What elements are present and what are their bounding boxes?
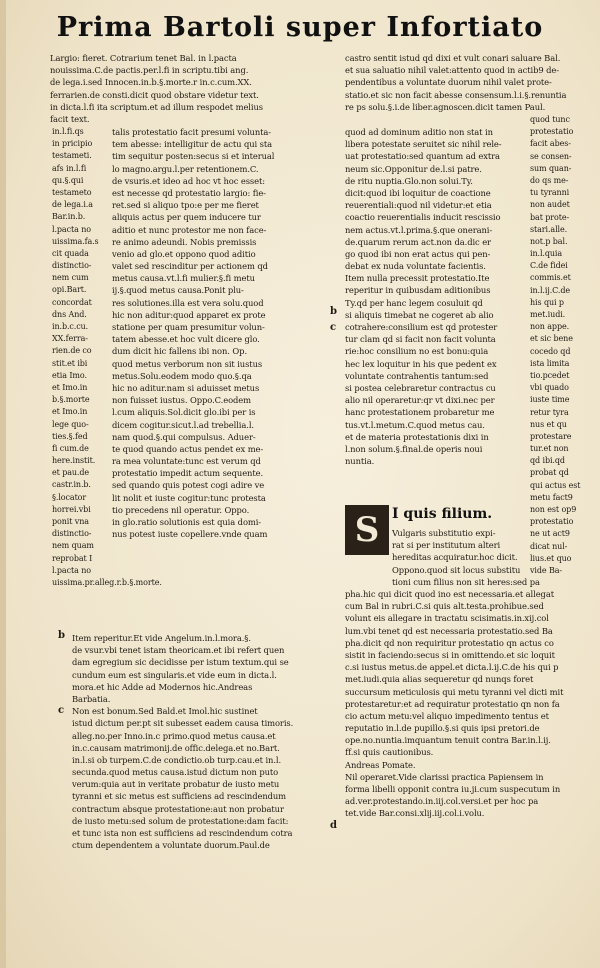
left-gloss-line: Bar.in.b. bbox=[52, 212, 86, 222]
right-main-line: de.quarum rerum act.non da.dic er bbox=[345, 236, 491, 247]
left-gloss-line: stit.et ibi bbox=[52, 358, 88, 368]
right-bottom-line: tet.vide Bar.consi.xlij.iij.col.i.volu. bbox=[345, 808, 485, 819]
left-main-line: ra mea voluntate:tunc est verum qd bbox=[112, 456, 261, 467]
left-main-line: ret.sed si aliquo tpo:e per me fieret bbox=[112, 200, 259, 211]
page-title: Prima Bartoli super Infortiato bbox=[56, 12, 544, 43]
right-main-text bbox=[345, 126, 525, 467]
left-top-line: nouissima.C.de pactis.per.l.fi in scriptu.tibi ang. bbox=[50, 65, 249, 76]
margin-ref-c-left: c bbox=[58, 705, 65, 716]
left-bottom-line: de iusto metu:sed solum de protestatione:dam facit: bbox=[72, 815, 289, 826]
right-gloss-line: sum quan- bbox=[530, 163, 572, 173]
left-gloss-line: ties.§.fed bbox=[52, 431, 88, 441]
right-gloss-line: non appe. bbox=[530, 322, 570, 332]
left-gloss-line: distinctio- bbox=[52, 529, 92, 539]
right-gloss-line: tio.pcedet bbox=[530, 370, 570, 380]
right-main-line: debat ex nuda voluntate facientis. bbox=[345, 261, 486, 272]
left-main-line: quod metus verborum non sit iustus bbox=[112, 358, 263, 369]
left-main-line: venio ad glo.et oppono quod aditio bbox=[112, 248, 256, 259]
initial-letter: S bbox=[354, 510, 380, 550]
left-main-line: nam quod.§.qui compulsus. Aduer- bbox=[112, 431, 256, 442]
right-main-line: neum sic.Opponitur de.l.si patre. bbox=[345, 163, 482, 174]
left-main-line: est necesse qd protestatio largio: fie- bbox=[112, 187, 266, 198]
right-gloss-line: lius.et quo bbox=[530, 553, 572, 563]
left-top-line: facit text. bbox=[50, 113, 90, 124]
right-main-line: go quod ibi non erat actus qui pen- bbox=[345, 248, 491, 259]
right-gloss-line: facit abes- bbox=[530, 139, 571, 149]
right-mid-line: Vulgaris substitutio expi- bbox=[392, 528, 496, 538]
left-main-line: tem abesse: intelligitur de actu qui sta bbox=[112, 139, 273, 150]
right-gloss-line: probat qd bbox=[530, 468, 569, 478]
left-top-text bbox=[50, 52, 340, 125]
left-main-line: hic non aditur:quod apparet ex prote bbox=[112, 309, 266, 320]
left-gloss-line: nem quam bbox=[52, 541, 94, 551]
right-section-text bbox=[392, 527, 540, 588]
right-gloss-line: met.iudi. bbox=[530, 310, 566, 319]
left-bottom-line: et tunc ista non est sufficiens ad rescindendum cotra bbox=[72, 828, 293, 838]
left-margin-gloss bbox=[52, 126, 162, 589]
right-main-line: nem actus.vt.l.prima.§.que onerani- bbox=[345, 224, 493, 235]
right-main-line: tur clam qd si facit non facit volunta bbox=[345, 334, 496, 345]
right-gloss-line: protestatio bbox=[530, 127, 574, 137]
left-main-line: aditio et nunc protestor me non face- bbox=[112, 224, 267, 235]
left-bottom-line: verum:quia aut in veritate probatur de iusto metu bbox=[72, 779, 280, 790]
right-bottom-line: ad.ver.protestando.in.iij.col.versi.et per hoc pa bbox=[345, 796, 539, 807]
left-gloss-line: distinctio- bbox=[52, 261, 92, 271]
right-gloss-line: qd ibi.qd bbox=[530, 456, 565, 466]
left-gloss-line: etia Imo. bbox=[52, 370, 87, 380]
left-bottom-line: Non est bonum.Sed Bald.et Imol.hic sustinet bbox=[72, 706, 258, 717]
right-gloss-line: non est op9 bbox=[530, 505, 577, 514]
left-gloss-line: opi.Bart. bbox=[52, 285, 87, 295]
right-top-line: re ps solu.§.i.de liber.agnoscen.dicit tamen Paul. bbox=[345, 101, 546, 112]
left-gloss-line: et pau.de bbox=[52, 468, 90, 478]
right-top-line: statio.et sic non facit abesse consensum.l.i.§.renuntia bbox=[345, 89, 567, 100]
left-main-line: in glo.ratio solutionis est quia domi- bbox=[112, 517, 262, 527]
left-main-line: protestatio impedit actum sequente. bbox=[112, 468, 264, 479]
right-main-line: hec lex loquitur in his que pedent ex bbox=[345, 358, 497, 369]
right-main-line: rie:hoc consilium no est bonu:quia bbox=[345, 346, 489, 357]
left-gloss-line: qu.§.qui bbox=[52, 175, 84, 185]
left-gloss-line: rien.de co bbox=[52, 346, 92, 356]
page-edge bbox=[0, 0, 6, 968]
right-bottom-line: pha.hic qui dicit quod ino est necessaria.et allegat bbox=[345, 589, 554, 599]
margin-ref-c-mid: c bbox=[330, 322, 337, 333]
left-gloss-line: nem cum bbox=[52, 273, 89, 283]
section-rubric: I quis filium. bbox=[392, 506, 493, 522]
margin-ref-b-mid: b bbox=[330, 306, 337, 317]
right-gloss-line: bat prote- bbox=[530, 212, 570, 222]
margin-ref-b-left: b bbox=[58, 630, 65, 641]
right-bottom-text bbox=[345, 588, 585, 820]
left-main-line: hic no aditur.nam si aduisset metus bbox=[112, 382, 260, 393]
left-gloss-line: fi cum.de bbox=[52, 443, 89, 453]
left-bottom-line: contractum absque protestatione:aut non probatur bbox=[72, 803, 284, 814]
right-bottom-line: Nil operaret.Vide clarissi practica Papiensem in bbox=[345, 771, 544, 782]
right-bottom-line: pha.dicit qd non requiritur protestatio qn actus co bbox=[345, 637, 554, 648]
right-bottom-line: met.iudi.quia alias sequeretur qd nunqs foret bbox=[345, 674, 534, 685]
right-mid-line: rat si per institutum alteri bbox=[392, 540, 501, 551]
right-gloss-line: retur tyra bbox=[530, 407, 569, 417]
left-gloss-line: b.§.morte bbox=[52, 395, 90, 405]
left-bottom-line: alleg.no.per Inno.in.c primo.quod metus causa.et bbox=[72, 730, 276, 741]
right-gloss-line: cocedo qd bbox=[530, 346, 571, 356]
right-bottom-line: lum.vbi tenet qd est necessaria protestatio.sed Ba bbox=[345, 625, 553, 636]
left-main-line: dum dicit hic fallens ibi non. Op. bbox=[112, 346, 248, 357]
right-main-line: l.non solum.§.final.de operis noui bbox=[345, 443, 483, 454]
left-main-line: metus.Solu.eodem modo quo.§.qa bbox=[112, 370, 252, 381]
right-main-line: hanc protestationem probaretur me bbox=[345, 407, 495, 418]
left-gloss-line: testameto bbox=[52, 187, 92, 197]
left-main-line: de vsuris.et ideo ad hoc vt hoc esset: bbox=[112, 175, 265, 186]
right-main-line: uat protestatio:sed quantum ad extra bbox=[345, 151, 500, 162]
left-bottom-line: istud dictum per.pt sit subesset eadem causa timoris. bbox=[72, 718, 294, 729]
left-top-line: in dicta.l.fi ita scriptum.et ad illum respodet melius bbox=[50, 101, 263, 112]
right-top-text bbox=[345, 52, 583, 113]
left-bottom-line: mora.et hic Adde ad Modernos hic.Andreas bbox=[72, 681, 253, 692]
left-gloss-line: lege quo- bbox=[52, 419, 89, 429]
left-gloss-line: dns And. bbox=[52, 309, 87, 319]
left-main-line: nus potest iuste copellere.vnde quam bbox=[112, 529, 268, 540]
right-main-line: alio nil operaretur:qr vt dixi.nec per bbox=[345, 395, 495, 406]
right-top-line: et sua saluatio nihil valet:attento quod in actib9 de- bbox=[345, 65, 559, 76]
right-bottom-line: succursum meticulosis qui metu tyranni vel dicti mit bbox=[345, 686, 564, 697]
right-gloss-line: dicat nul- bbox=[530, 541, 568, 551]
right-gloss-line: in.l.quia bbox=[530, 249, 563, 259]
right-gloss-line: protestare bbox=[530, 431, 572, 441]
right-gloss-line: commis.et bbox=[530, 273, 571, 283]
left-main-line: tio precedens nil operatur. Oppo. bbox=[112, 504, 250, 515]
left-gloss-line: in.b.c.cu. bbox=[52, 322, 89, 331]
left-main-line: dicem cogitur.sicut.l.ad trebellia.l. bbox=[112, 419, 254, 430]
margin-ref-d-mid: d bbox=[330, 820, 337, 831]
left-main-line: te quod quando actus pendet ex me- bbox=[112, 443, 264, 454]
left-gloss-line: reprobat I bbox=[52, 553, 93, 563]
right-gloss-line: se consen- bbox=[530, 151, 572, 161]
right-gloss-line: tu tyranni bbox=[530, 188, 570, 198]
left-main-line: non fuisset iustus. Oppo.C.eodem bbox=[112, 395, 251, 406]
decorated-initial bbox=[345, 505, 389, 555]
right-main-line: nuntia. bbox=[345, 456, 375, 467]
right-mid-line: Oppono.quod sit locus substitu bbox=[392, 564, 521, 575]
left-gloss-line: l.pacta no bbox=[52, 224, 91, 234]
left-gloss-line: cit quada bbox=[52, 248, 89, 258]
left-main-line: lit nolit et iuste cogitur:tunc protesta bbox=[112, 492, 266, 503]
right-bottom-line: forma libelli opponit contra iu.ji.cum suspecutum in bbox=[345, 784, 561, 794]
right-main-line: tus.vt.l.metum.C.quod metus cau. bbox=[345, 419, 485, 430]
right-bottom-line: sistit in faciendo:secus si in omittendo.et sic loquit bbox=[345, 649, 555, 660]
right-gloss-line: his qui p bbox=[530, 297, 564, 307]
right-bottom-line: volunt eis allegare in tractatu scisimatis.in.xij.col bbox=[345, 613, 549, 624]
right-bottom-line: ff.si quis cautionibus. bbox=[345, 747, 434, 758]
right-main-line: si aliquis timebat ne cogeret ab alio bbox=[345, 309, 494, 320]
right-main-line: cotrahere:consilium est qd protester bbox=[345, 322, 498, 332]
right-main-line: libera potestate seruitet sic nihil rele- bbox=[345, 139, 502, 150]
right-bottom-line: reputatio in.l.de pupillo.§.si quis ipsi pretori.de bbox=[345, 723, 540, 734]
right-main-line: dicit:quod ibi loquitur de coactione bbox=[345, 187, 491, 198]
left-gloss-line: l.pacta no bbox=[52, 565, 91, 575]
right-main-line: et de materia protestationis dixi in bbox=[345, 431, 489, 442]
left-main-line: tim sequitur posten:secus si et interual bbox=[112, 151, 275, 162]
right-bottom-line: c.si iustus metus.de appel.et dicta.l.ij.C.de his qui p bbox=[345, 662, 559, 673]
left-bottom-text bbox=[72, 632, 342, 851]
right-main-line: de ritu nuptia.Glo.non solui.Ty. bbox=[345, 175, 473, 186]
left-top-line: de lega.i.sed Innocen.in.b.§.morte.r in.c.cum.XX. bbox=[50, 77, 252, 88]
left-gloss-line: in.l.fi.qs bbox=[52, 127, 84, 136]
left-bottom-line: in.l.si ob turpem.C.de condictio.ob turp.cau.et in.l. bbox=[72, 754, 282, 765]
right-main-line: Ty.qd per hanc legem cosuluit qd bbox=[345, 297, 483, 308]
right-gloss-line: et sic bene bbox=[530, 334, 573, 344]
left-bottom-line: in.c.causam matrimonij.de offic.delega.et no.Bart. bbox=[72, 742, 280, 753]
left-gloss-line: horrei.vbi bbox=[52, 504, 91, 514]
left-main-line: metus causa.vt.l.fi mulier.§.fi metu bbox=[112, 273, 255, 284]
right-main-line: reperitur in quibusdam aditionibus bbox=[345, 285, 491, 296]
left-top-line: ferrarien.de consti.dicit quod obstare videtur text. bbox=[50, 89, 259, 100]
left-bottom-line: secunda.quod metus causa.istud dictum non puto bbox=[72, 767, 279, 778]
left-top-line: Largio: fieret. Cotrarium tenet Bal. in l.pacta bbox=[50, 53, 237, 63]
left-gloss-line: in pricipio bbox=[52, 139, 93, 149]
right-gloss-line: C.de fidei bbox=[530, 261, 568, 271]
left-gloss-line: uissima.pr.alleg.r.b.§.morte. bbox=[52, 577, 162, 587]
left-gloss-line: et Imo.in bbox=[52, 382, 88, 392]
left-main-text bbox=[112, 126, 338, 540]
left-gloss-line: et Imo.in bbox=[52, 407, 88, 417]
right-bottom-line: cio actum metu:vel aliquo impedimento tentus et bbox=[345, 710, 549, 721]
left-gloss-line: §.locator bbox=[52, 492, 87, 502]
left-bottom-line: Barbatia. bbox=[72, 693, 111, 704]
left-main-line: tatem abesse.et hoc vult dicere glo. bbox=[112, 334, 260, 345]
right-main-line: coactio reuerentialis inducit rescissio bbox=[345, 212, 501, 223]
right-gloss-line: do qs me- bbox=[530, 175, 569, 185]
left-main-line: ij.§.quod metus causa.Ponit plu- bbox=[112, 285, 244, 296]
left-gloss-line: XX.ferra- bbox=[52, 334, 88, 344]
left-bottom-line: tyranni et sic metus est sufficiens ad rescindendum bbox=[72, 791, 287, 802]
right-mid-line: hereditas acquiratur.hoc dicit. bbox=[392, 552, 518, 563]
right-gloss-line: quod tunc bbox=[530, 115, 570, 124]
left-main-line: valet sed rescinditur per actionem qd bbox=[112, 261, 268, 272]
right-top-line: pendentibus a voluntate duorum nihil valet prote- bbox=[345, 77, 552, 88]
left-gloss-line: uissima.fa.s bbox=[52, 236, 99, 246]
left-gloss-line: here.instit. bbox=[52, 456, 96, 466]
left-bottom-line: ctum dependentem a voluntate duorum.Paul.de bbox=[72, 840, 270, 851]
right-mid-line: tioni cum filius non sit heres:sed pa bbox=[392, 576, 540, 587]
left-main-line: res solutiones.illa est vera solu.quod bbox=[112, 297, 264, 308]
left-gloss-line: de lega.i.a bbox=[52, 200, 93, 210]
left-main-line: l.cum aliquis.Sol.dicit glo.ibi per is bbox=[112, 407, 256, 418]
left-gloss-line: ponit vna bbox=[52, 517, 89, 526]
right-top-line: castro sentit istud qd dixi et vult conari saluare Bal. bbox=[345, 53, 561, 63]
right-gloss-line: stari.alle. bbox=[530, 224, 568, 234]
right-main-line: quod ad dominum aditio non stat in bbox=[345, 127, 493, 137]
right-main-line: reuerentiali:quod nil videtur:et etia bbox=[345, 200, 492, 211]
left-main-line: aliquis actus per quem inducere tur bbox=[112, 212, 261, 223]
left-bottom-line: Item reperitur.Et vide Angelum.in.l.mora.§. bbox=[72, 633, 251, 643]
right-gloss-line: in.l.ij.C.de bbox=[530, 285, 570, 295]
right-margin-gloss bbox=[530, 114, 590, 577]
right-gloss-line: ne ut act9 bbox=[530, 529, 570, 539]
left-main-line: sed quando quis potest cogi adire ve bbox=[112, 480, 265, 491]
left-gloss-line: concordat bbox=[52, 297, 92, 307]
left-main-line: re animo adeundi. Nobis premissis bbox=[112, 236, 257, 247]
right-gloss-line: vide Ba- bbox=[530, 565, 563, 575]
left-gloss-line: castr.in.b. bbox=[52, 480, 91, 490]
right-main-line: voluntate contrahentis tantum:sed bbox=[345, 370, 489, 381]
right-gloss-line: not.p bal. bbox=[530, 236, 568, 246]
left-main-line: talis protestatio facit presumi volunta- bbox=[112, 127, 272, 137]
right-main-line: si postea celebraretur contractus cu bbox=[345, 382, 496, 393]
left-bottom-line: cundum eum est singularis.et vide eum in dicta.l. bbox=[72, 669, 277, 680]
right-bottom-line: protestaretur:et ad requiratur protestatio qn non fa bbox=[345, 698, 560, 709]
right-gloss-line: metu fact9 bbox=[530, 492, 573, 502]
left-bottom-line: dam egregium sic decidisse per istum textum.qui se bbox=[72, 657, 289, 668]
right-gloss-line: non audet bbox=[530, 200, 570, 210]
right-gloss-line: protestatio bbox=[530, 517, 574, 527]
right-bottom-line: cum Bal in rubri.C.si quis alt.testa.prohibue.sed bbox=[345, 601, 544, 612]
right-main-line: Item nulla precessit protestatio.Ite bbox=[345, 273, 490, 284]
left-bottom-line: de vsur.vbi tenet istam theoricam.et ibi refert quen bbox=[72, 645, 285, 656]
right-bottom-line: ope.no.nuntia.imquantum tenuit contra Bar.in.l.ij. bbox=[345, 735, 551, 746]
right-gloss-line: vbi quado bbox=[530, 383, 569, 393]
left-gloss-line: afs in.l.fi bbox=[52, 163, 87, 173]
right-gloss-line: tur.et non bbox=[530, 444, 569, 454]
left-main-line: statione per quam presumitur volun- bbox=[112, 322, 265, 332]
right-gloss-line: ista limita bbox=[530, 358, 570, 368]
right-gloss-line: nus et qu bbox=[530, 419, 567, 429]
left-main-line: lo magno.argu.l.per retentionem.C. bbox=[112, 163, 259, 174]
right-bottom-line: Andreas Pomate. bbox=[345, 759, 416, 770]
right-gloss-line: qui actus est bbox=[530, 480, 581, 490]
right-gloss-line: iuste time bbox=[530, 395, 570, 405]
left-gloss-line: testameti. bbox=[52, 151, 92, 161]
